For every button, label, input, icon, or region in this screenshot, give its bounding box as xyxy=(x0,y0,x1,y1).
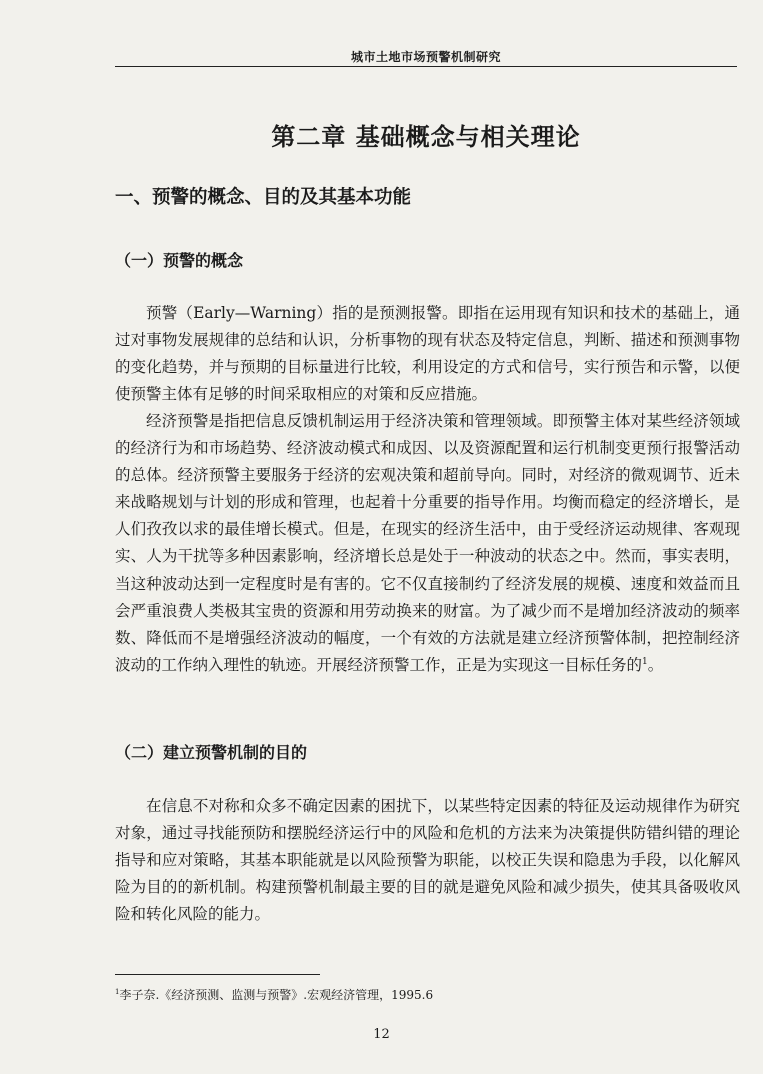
section-title: 一、预警的概念、目的及其基本功能 xyxy=(115,187,412,208)
paragraph-purpose: 在信息不对称和众多不确定因素的困扰下，以某些特定因素的特征及运动规律作为研究对象，通过寻找能预防和摆脱经济运行中的风险和危机的方法来为决策提供防错纠错的理论指导和应对策略，其基本职能就是以风险预警为职能，以校正失误和隐患为手段，以化解风险为目的的新机制。构建预警机制最主要的目的就是避免风险和减少损失，使其具备吸收风险和转化风险的能力。 xyxy=(115,797,740,924)
paragraph-early-warning-definition: 预警（Early—Warning）指的是预测报警。即指在运用现有知识和技术的基础上，通过对事物发展规律的总结和认识，分析事物的现有状态及特定信息，判断、描述和预测事物的变化趋势，并与预期的目标量进行比较，利用设定的方式和信号，实行预告和示警，以便使预警主体有足够的时间采取相应的对策和反应措施。 xyxy=(115,304,740,404)
footnote-text: 李子奈.《经济预测、监测与预警》.宏观经济管理，1995.6 xyxy=(119,988,434,1002)
subsection-title-purpose: （二）建立预警机制的目的 xyxy=(115,743,308,762)
subsection-title-concept: （一）预警的概念 xyxy=(115,251,244,270)
paragraph-end: 。 xyxy=(647,655,664,674)
footnote-marker: 1 xyxy=(115,988,120,996)
paragraph-text: 经济预警是指把信息反馈机制运用于经济决策和管理领域。即预警主体对某些经济领域的经济行为和市场趋势、经济波动模式和成因、以及资源配置和运行机制变更预行报警活动的总体。经济预警主要服务于经济的宏观决策和超前导向。同时，对经济的微观调节、近未来战略规划与计划的形成和管理，也起着十分重要的指导作用。均衡而稳定的经济增长，是人们孜孜以求的最佳增长模式。但是，在现实的经济生活中，由于受经济运动规律、客观现实、人为干扰等多种因素影响，经济增长总是处于一种波动的状态之中。然而，事实表明，当这种波动达到一定程度时是有害的。它不仅直接制约了经济发展的规模、速度和效益而且会严重浪费人类极其宝贵的资源和用劳动换来的财富。为了减少而不是增加经济波动的频率数、降低而不是增强经济波动的幅度，一个有效的方法就是建立经济预警体制，把控制经济波动的工作纳入理性的轨迹。开展经济预警工作，正是为实现这一目标任务的 xyxy=(115,412,740,674)
footnote xyxy=(115,986,433,1003)
header-rule xyxy=(115,66,737,67)
footnote-rule xyxy=(115,974,320,975)
chapter-title: 第二章 基础概念与相关理论 xyxy=(271,123,581,151)
page-number: 12 xyxy=(373,1027,390,1042)
running-header: 城市土地市场预警机制研究 xyxy=(350,50,501,64)
paragraph-economic-early-warning xyxy=(115,408,740,679)
footnote-reference: 1 xyxy=(642,656,648,667)
